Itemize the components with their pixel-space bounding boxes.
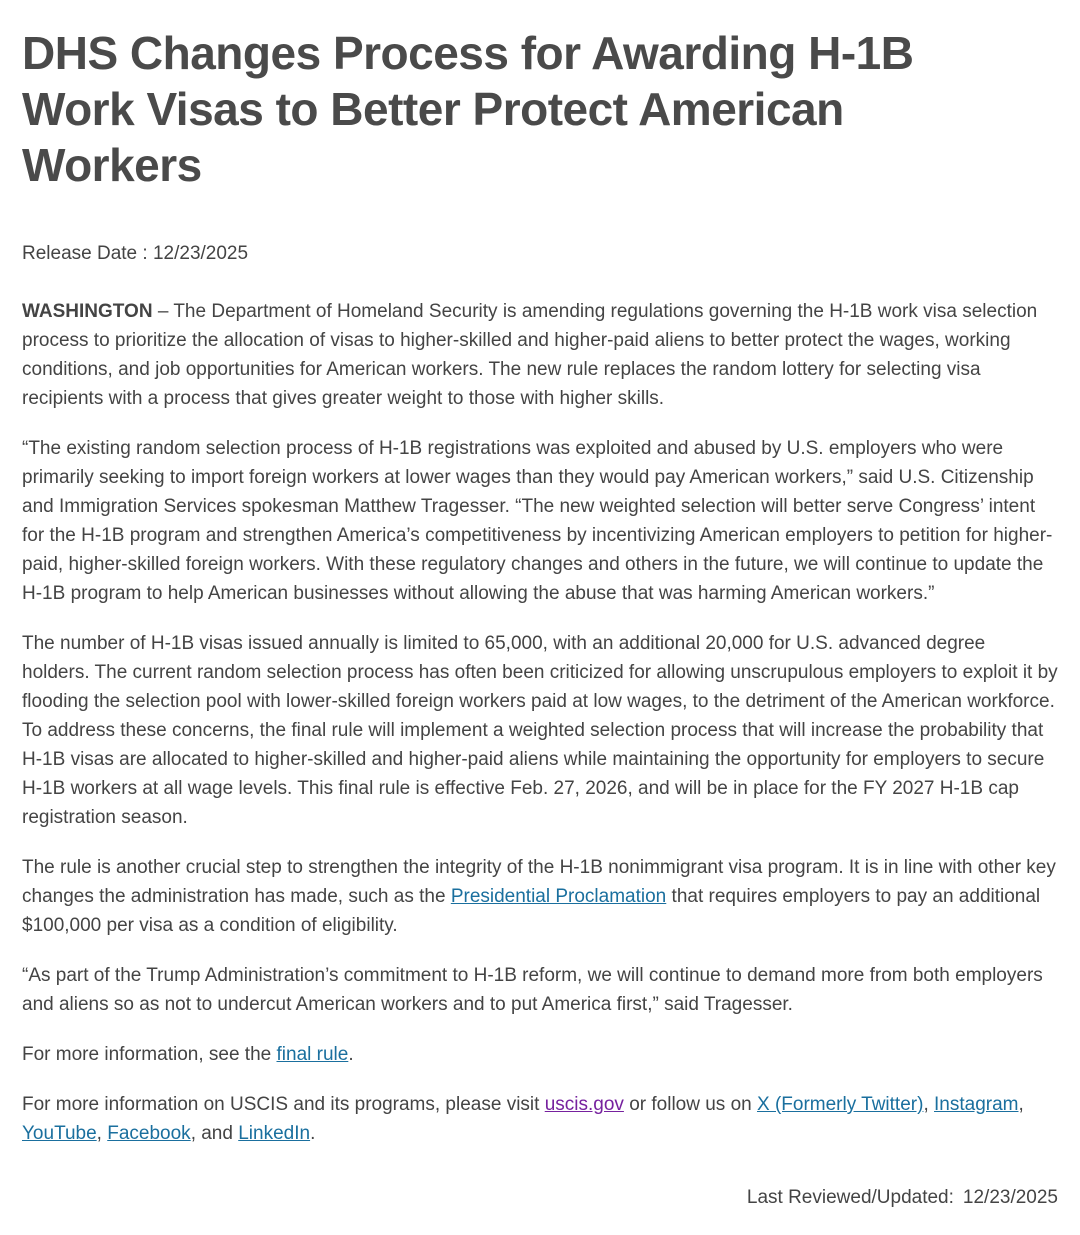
text-segment: The rule is another crucial step to strengthen the integrity of the H-1B nonimmigrant visa program. It is in line with other key changes the administration has made, such as the	[22, 857, 1056, 907]
article-paragraph	[22, 297, 1058, 413]
link-final-rule[interactable]: final rule	[276, 1044, 349, 1065]
text-segment: that requires employers to pay an additional $100,000 per visa as a condition of eligibility.	[22, 886, 1041, 936]
release-date	[22, 239, 1058, 268]
link-x-formerly-twitter[interactable]: X (Formerly Twitter)	[757, 1094, 924, 1115]
article-paragraph	[22, 1090, 1058, 1148]
text-segment: .	[310, 1123, 316, 1144]
link-instagram[interactable]: Instagram	[934, 1094, 1019, 1115]
release-date-label: Release Date :	[22, 243, 148, 264]
last-reviewed	[747, 1183, 1058, 1212]
text-segment: ,	[1018, 1094, 1024, 1115]
text-segment: – The Department of Homeland Security is amending regulations governing the H-1B work visa selection process to prioritize the allocation of visas to higher-skilled and higher-paid aliens to better protect the wages, working conditions, and job opportunities for American workers. The new rule replaces the random lottery for selecting visa recipients with a process that gives greater weight to those with higher skills.	[22, 301, 1038, 409]
text-segment: or follow us on	[623, 1094, 757, 1115]
link-youtube[interactable]: YouTube	[22, 1123, 97, 1144]
article-paragraph	[22, 434, 1058, 608]
last-reviewed-date: 12/23/2025	[962, 1187, 1058, 1208]
text-segment: For more information, see the	[22, 1044, 277, 1065]
text-segment: “As part of the Trump Administration’s commitment to H-1B reform, we will continue to demand more from both employers and aliens so as not to undercut American workers and to put America first,” said Tragesser.	[22, 965, 1043, 1015]
bold-lead-in: WASHINGTON	[22, 301, 153, 322]
last-reviewed-label: Last Reviewed/Updated:	[746, 1187, 954, 1208]
link-uscis-gov[interactable]: uscis.gov	[544, 1094, 624, 1115]
link-linkedin[interactable]: LinkedIn	[238, 1123, 311, 1144]
article-body	[22, 297, 1058, 1148]
text-segment: For more information on USCIS and its programs, please visit	[22, 1094, 545, 1115]
text-segment: ,	[923, 1094, 934, 1115]
text-segment: .	[348, 1044, 354, 1065]
article-paragraph	[22, 629, 1058, 832]
text-segment: ,	[96, 1123, 108, 1144]
article-paragraph	[22, 853, 1058, 940]
page-title: DHS Changes Process for Awarding H-1B Work Visas to Better Protect American Workers	[22, 27, 914, 191]
article-paragraph	[22, 961, 1058, 1019]
link-presidential-proclamation[interactable]: Presidential Proclamation	[450, 886, 667, 907]
link-facebook[interactable]: Facebook	[107, 1123, 191, 1144]
text-segment: “The existing random selection process of H-1B registrations was exploited and abused by U.S. employers who were primarily seeking to import foreign workers at lower wages than they would pay American workers,” said U.S. Citizenship and Immigration Services spokesman Matthew Tragesser. “The new weighted selection will better serve Congress’ intent for the H-1B program and strengthen America’s competitiveness by incentivizing American employers to petition for higher-paid, higher-skilled foreign workers. With these regulatory changes and others in the future, we will continue to update the H-1B program to help American businesses without allowing the abuse that was harming American workers.”	[22, 438, 1053, 604]
text-segment: , and	[190, 1123, 239, 1144]
text-segment: The number of H-1B visas issued annually is limited to 65,000, with an additional 20,000 for U.S. advanced degree holders. The current random selection process has often been criticized for allowing unscrupulous employers to exploit it by flooding the selection pool with lower-skilled foreign workers paid at low wages, to the detriment of the American workforce. To address these concerns, the final rule will implement a weighted selection process that will increase the probability that H-1B visas are allocated to higher-skilled and higher-paid aliens while maintaining the opportunity for employers to secure H-1B workers at all wage levels. This final rule is effective Feb. 27, 2026, and will be in place for the FY 2027 H-1B cap registration season.	[22, 633, 1058, 828]
release-date-value: 12/23/2025	[152, 243, 249, 264]
article-paragraph	[22, 1040, 1058, 1069]
